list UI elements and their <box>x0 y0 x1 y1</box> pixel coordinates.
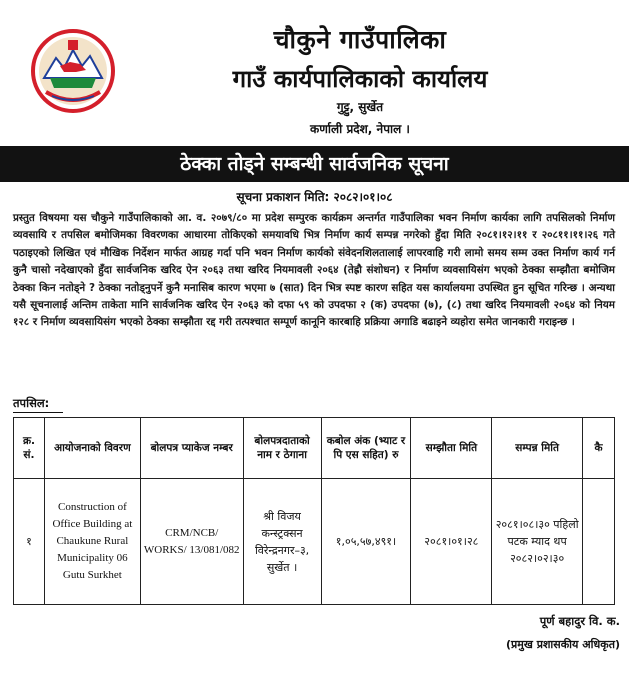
table-heading: तपसिल: <box>13 396 50 410</box>
col-header-sn: क्र. सं. <box>14 418 45 479</box>
col-header-bidder: बोलपत्रदाताको नाम र ठेगाना <box>243 418 321 479</box>
cell-agreement-date: २०८१।०१।२८ <box>411 479 492 605</box>
table-header-row <box>14 418 615 479</box>
cell-sn: १ <box>14 479 45 605</box>
cell-remarks <box>583 479 615 605</box>
cell-completion-date: २०८१।०८।३० पहिलो पटक म्याद थप २०८२।०२।३० <box>492 479 583 605</box>
nepal-government-emblem-icon <box>30 28 116 114</box>
cell-package-no: CRM/NCB/ WORKS/ 13/081/082 <box>140 479 243 605</box>
table-row <box>14 479 615 605</box>
cell-project: Construction of Office Building at Chaukune Rural Municipality 06 Gutu Surkhet <box>44 479 140 605</box>
details-table <box>13 417 615 605</box>
col-header-package: बोलपत्र प्याकेज नम्बर <box>140 418 243 479</box>
col-header-completion-date: सम्पन्न मिति <box>492 418 583 479</box>
address-line-1: गुट्टु, सुर्खेत <box>336 100 384 114</box>
notice-body: प्रस्तुत विषयमा यस चौकुने गाउँपालिकाको आ. व. २०७९/८० मा प्रदेश सम्पुरक कार्यक्रम अन्तर्गत गाउँपालिका भवन निर्माण कार्यका लागि तपसिलको निर्माण व्यवसायि र तपसिल बमोजिमका विवरणका आधारमा तोकिएको समयावधि भित्र निर्माण कार्य सम्पन्न नगरेको हुँदा मिति २०८१।१२।११ र २०८११।११।२६ गते पठाइएको लिखित एवं मौखिक निर्देशन मार्फत आग्रह गर्दा पनि भवन निर्माण कार्यको संवेदनशिलतालाई लापरवाहि गरी लामो समय सम्म उक्त निर्माण कार्य गर्न कुनै चासो नदेखाएको हुँदा सार्वजनिक खरिद ऐन २०६३ तथा खरिद नियमावली २०६४ (तेह्रौ संशोधन) र निर्माण व्यवसायिसंग भएको ठेक्का सम्झौता बमोजिम ठेक्का किन नतोड्ने ? ठेक्का नतोड्नुपर्ने कुनै मनासिब कारण भएमा ७ (सात) दिन भित्र स्पष्ट कारण सहित यस कार्यालयमा उपस्थित हुन सूचित गरिन्छ । अन्यथा यसै सूचनालाई अन्तिम ताकेता मानि सार्वजनिक खरिद ऐन २०६३ को दफा ५९ को उपदफा २ (क) उपदफा (७), (८) तथा खरिद नियमावली २०६४ को नियम १२८ र निर्माण व्यवसायिसंग भएको ठेक्का सम्झौता रद्द गरी तत्पश्चात सम्पूर्ण कानूनि कारबाहि प्रक्रिया अगाडि बढाइने व्यहोरा समेत जानकारी गराइन्छ । <box>13 212 615 329</box>
col-header-project: आयोजनाको विवरण <box>44 418 140 479</box>
office-name: चौकुने गाउँपालिका <box>273 25 447 54</box>
col-header-agreement-date: सम्झौता मिति <box>411 418 492 479</box>
address-line-2: कर्णाली प्रदेश, नेपाल । <box>310 122 410 136</box>
signatory-title: (प्रमुख प्रशासकीय अधिकृत) <box>506 638 620 651</box>
cell-amount: १,०५,५७,४९१। <box>321 479 411 605</box>
table-heading-underline <box>13 412 63 413</box>
col-header-remarks: कै <box>583 418 615 479</box>
col-header-amount: कबोल अंक (भ्याट र पि एस सहित) रु <box>321 418 411 479</box>
office-subtitle: गाउँ कार्यपालिकाको कार्यालय <box>232 65 488 93</box>
cell-bidder: श्री विजय कन्स्ट्रक्सन विरेन्द्रनगर–३, सुर्खेत । <box>243 479 321 605</box>
publish-date: सूचना प्रकाशन मिति: २०८२।०१।०८ <box>236 190 393 204</box>
notice-title-banner: ठेक्का तोड्ने सम्बन्धी सार्वजनिक सूचना <box>0 146 629 182</box>
signatory-name: पूर्ण बहादुर वि. क. <box>539 614 620 628</box>
